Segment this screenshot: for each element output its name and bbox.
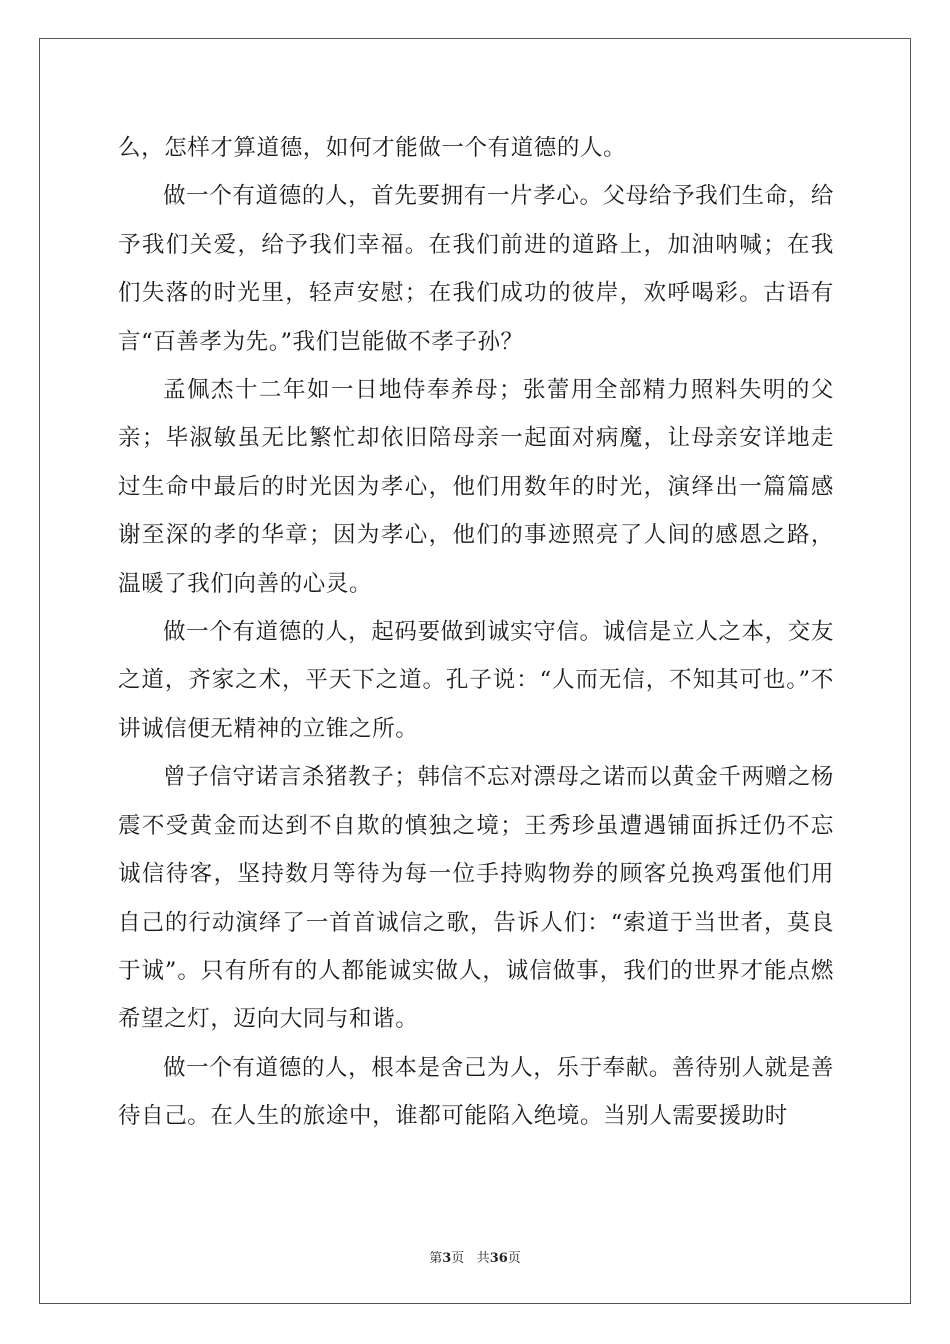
paragraph: 做一个有道德的人，首先要拥有一片孝心。父母给予我们生命，给予我们关爱，给予我们幸福。在我们前进的道路上，加油呐喊；在我们失落的时光里，轻声安慰；在我们成功的彼岸，欢呼喝彩。古语有言“百善孝为先。”我们岂能做不孝子孙？ xyxy=(118,183,834,355)
total-prefix: 共 xyxy=(476,1251,490,1266)
page-current-number: 3 xyxy=(442,1251,452,1266)
total-suffix: 页 xyxy=(507,1251,521,1266)
paragraph: 孟佩杰十二年如一日地侍奉养母；张蕾用全部精力照料失明的父亲；毕淑敏虽无比繁忙却依旧陪母亲一起面对病魔，让母亲安详地走过生命中最后的时光因为孝心，他们用数年的时光，演绎出一篇篇感谢至深的孝的华章；因为孝心，他们的事迹照亮了人间的感恩之路，温暖了我们向善的心灵。 xyxy=(118,377,834,597)
page-suffix: 页 xyxy=(451,1251,465,1266)
paragraph: 曾子信守诺言杀猪教子；韩信不忘对漂母之诺而以黄金千两赠之杨震不受黄金而达到不自欺的慎独之境；王秀珍虽遭遇铺面拆迁仍不忘诚信待客，坚持数月等待为每一位手持购物券的顾客兑换鸡蛋他们用自己的行动演绎了一首首诚信之歌，告诉人们：“索道于当世者，莫良于诚”。只有所有的人都能诚实做人，诚信做事，我们的世界才能点燃希望之灯，迈向大同与和谐。 xyxy=(118,764,834,1033)
page-footer xyxy=(0,1247,950,1266)
paragraph: 做一个有道德的人，起码要做到诚实守信。诚信是立人之本，交友之道，齐家之术，平天下之道。孔子说：“人而无信，不知其可也。”不讲诚信便无精神的立锥之所。 xyxy=(118,619,834,742)
paragraph: 做一个有道德的人，根本是舍己为人，乐于奉献。善待别人就是善待自己。在人生的旅途中，谁都可能陷入绝境。当别人需要援助时 xyxy=(118,1054,834,1130)
document-body xyxy=(118,124,834,1141)
paragraph: 么，怎样才算道德，如何才能做一个有道德的人。 xyxy=(118,135,627,161)
page-total-number: 36 xyxy=(489,1251,508,1266)
page-prefix: 第 xyxy=(429,1251,443,1266)
